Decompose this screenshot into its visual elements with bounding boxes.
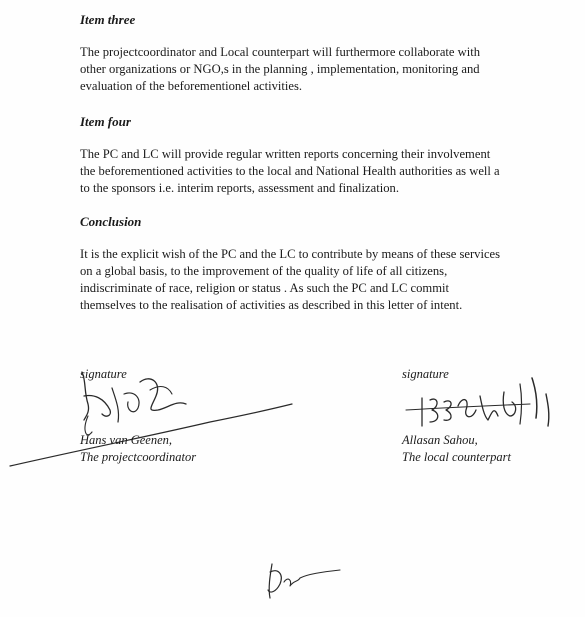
right-signature-label: signature xyxy=(402,367,449,381)
right-handwritten-signature xyxy=(400,376,580,440)
heading-item-four: Item four xyxy=(80,114,131,129)
left-signatory-name: Hans van Geenen, The projectcoordinator xyxy=(80,433,197,464)
heading-item-three: Item three xyxy=(80,12,136,27)
paragraph-item-three: The projectcoordinator and Local counterpart will furthermore collaborate with other organizations or NGO,s in the planning , implementation, monitoring and evaluation of the beforementionel activities. xyxy=(80,45,481,93)
heading-conclusion: Conclusion xyxy=(80,214,142,229)
bottom-handwritten-initials xyxy=(260,558,350,606)
left-signature-label: signature xyxy=(80,367,127,381)
paragraph-conclusion: It is the explicit wish of the PC and the LC to contribute by means of these services on a global basis, to the improvement of the quality of life of all citizens, indiscriminate of race, religion or status . As such the PC and LC commit themselves to the realisation of activities as described in this letter of intent. xyxy=(80,247,501,312)
right-signatory-name: Allasan Sahou, The local counterpart xyxy=(402,433,512,464)
paragraph-item-four: The PC and LC will provide regular written reports concerning their involvement the beforementioned activities to the local and National Health authorities as well a to the sponsors i.e. interim reports, assessment and finalization. xyxy=(80,147,500,195)
